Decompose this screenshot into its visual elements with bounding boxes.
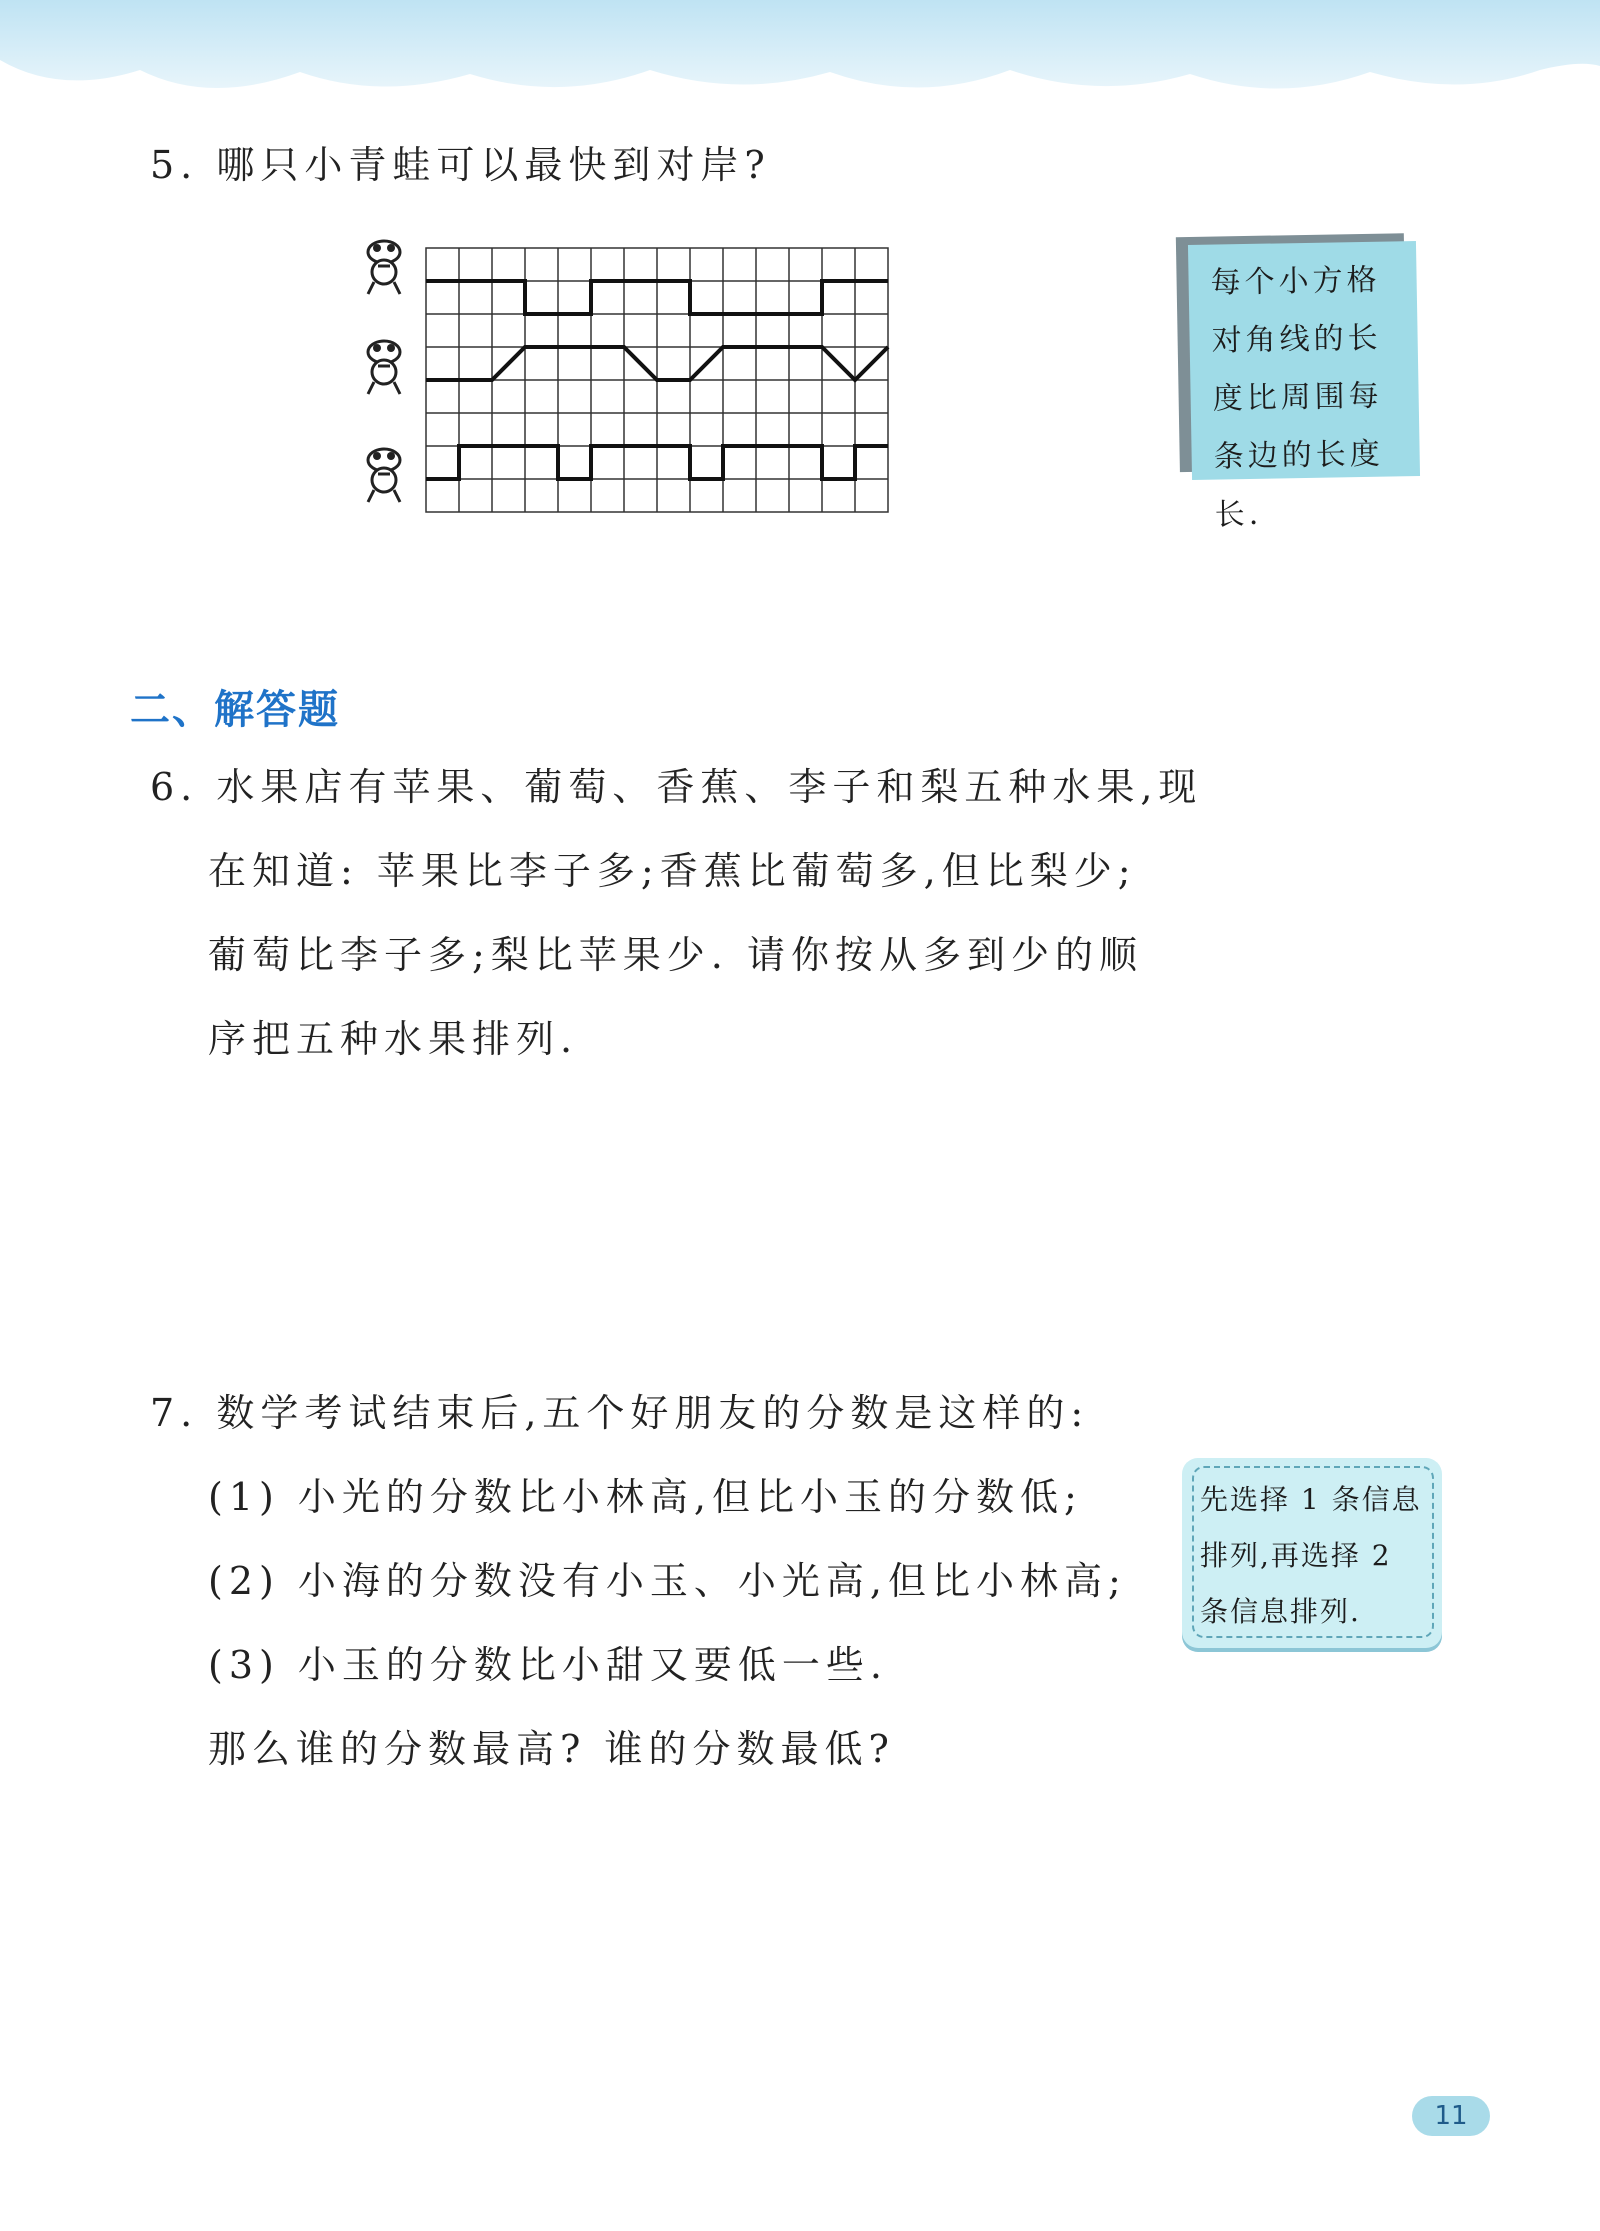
question-5: 5. 哪只小青蛙可以最快到对岸? (150, 143, 771, 187)
question-6-line-1: 6. 水果店有苹果、葡萄、香蕉、李子和梨五种水果,现 (150, 765, 1203, 809)
question-6-line-4: 序把五种水果排列. (208, 1017, 579, 1061)
frog-path-grid (362, 232, 922, 536)
page-number: 11 (1412, 2096, 1490, 2136)
hint-note-diagonal-text: 每个小方格对角线的长度比周围每条边的长度长. (1210, 262, 1384, 533)
question-7-condition-3: (3) 小玉的分数比小甜又要低一些. (208, 1643, 888, 1687)
section-title: 二、解答题 (130, 687, 340, 733)
question-7-condition-1: (1) 小光的分数比小林高,但比小玉的分数低; (208, 1475, 1083, 1519)
question-6-line-2: 在知道: 苹果比李子多;香蕉比葡萄多,但比梨少; (208, 849, 1137, 893)
frog-icon (368, 241, 400, 294)
sky-cloud-band (0, 0, 1600, 110)
frog-icon (368, 341, 400, 394)
question-7-condition-2: (2) 小海的分数没有小玉、小光高,但比小林高; (208, 1559, 1127, 1603)
frog-icon (368, 449, 400, 502)
question-6-line-3: 葡萄比李子多;梨比苹果少. 请你按从多到少的顺 (208, 933, 1143, 977)
hint-note-strategy-text: 先选择 1 条信息排列,再选择 2 条信息排列. (1200, 1483, 1422, 1628)
hint-note-strategy (1182, 1458, 1442, 1648)
question-7-question: 那么谁的分数最高? 谁的分数最低? (208, 1727, 895, 1771)
hint-note-diagonal (1188, 241, 1420, 533)
question-7-line-1: 7. 数学考试结束后,五个好朋友的分数是这样的: (150, 1391, 1090, 1435)
